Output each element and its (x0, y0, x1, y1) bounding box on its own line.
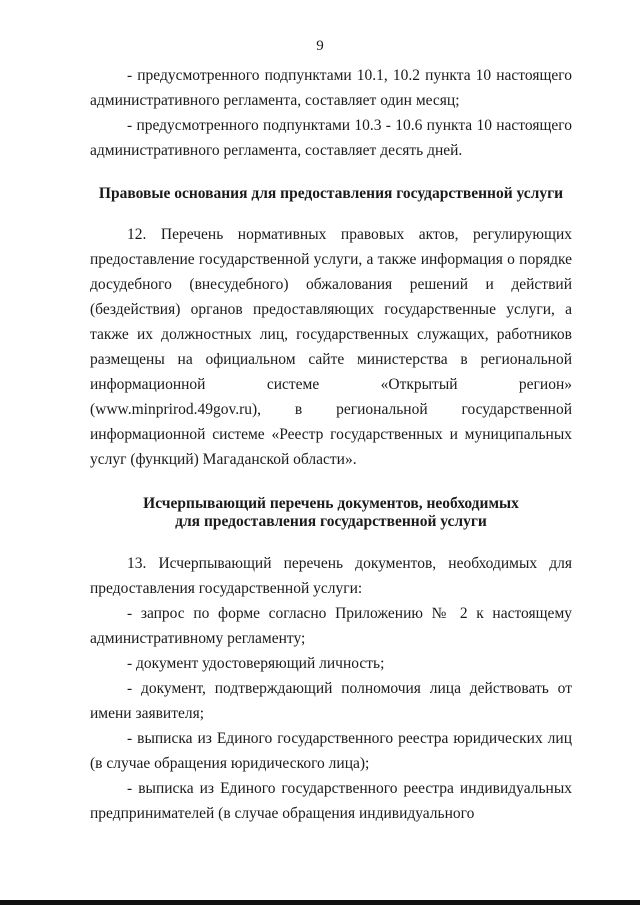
document-body (90, 63, 572, 826)
list-item-authority-document: - документ, подтверждающий полномочия лица действовать от имени заявителя; (90, 680, 572, 722)
paragraph-12: 12. Перечень нормативных правовых актов, регулирующих предоставление государственной услуги, а также информация о порядке досудебного (внесудебного) обжалования решений и действий (бездействия) органов предоставляющих государственные услуги, а также их должностных лиц, государственных служащих, работников размещены на официальном сайте министерства в региональной информационной системе «Открытый регион» (www.minprirod.49gov.ru), в региональной государственной информационной системе «Реестр государственных и муниципальных услуг (функций) Магаданской области». (90, 226, 572, 468)
list-item-legal-entities-extract: - выписка из Единого государственного реестра юридических лиц (в случае обращения юридического лица); (90, 730, 572, 772)
list-item-request-form: - запрос по форме согласно Приложению № 2 к настоящему административному регламенту; (90, 605, 572, 647)
section-heading-legal-basis: Правовые основания для предоставления государственной услуги (98, 185, 564, 202)
section-heading-documents-list (90, 495, 572, 531)
paragraph-term-one-month: - предусмотренного подпунктами 10.1, 10.2 пункта 10 настоящего административного регламента, составляет один месяц; (90, 67, 572, 109)
list-item-identity-document: - документ удостоверяющий личность; (127, 655, 385, 672)
paragraph-13: 13. Исчерпывающий перечень документов, необходимых для предоставления государственной услуги: (90, 555, 572, 597)
paragraph-term-ten-days: - предусмотренного подпунктами 10.3 - 10.6 пункта 10 настоящего административного регламента, составляет десять дней. (90, 117, 572, 159)
section-heading-documents-line-1: Исчерпывающий перечень документов, необходимых (143, 495, 519, 512)
list-item-entrepreneurs-extract: - выписка из Единого государственного реестра индивидуальных предпринимателей (в случае обращения индивидуального (90, 780, 572, 822)
scan-bottom-edge (0, 900, 640, 905)
page-number: 9 (316, 38, 324, 54)
section-heading-documents-line-2: для предоставления государственной услуги (175, 513, 487, 530)
